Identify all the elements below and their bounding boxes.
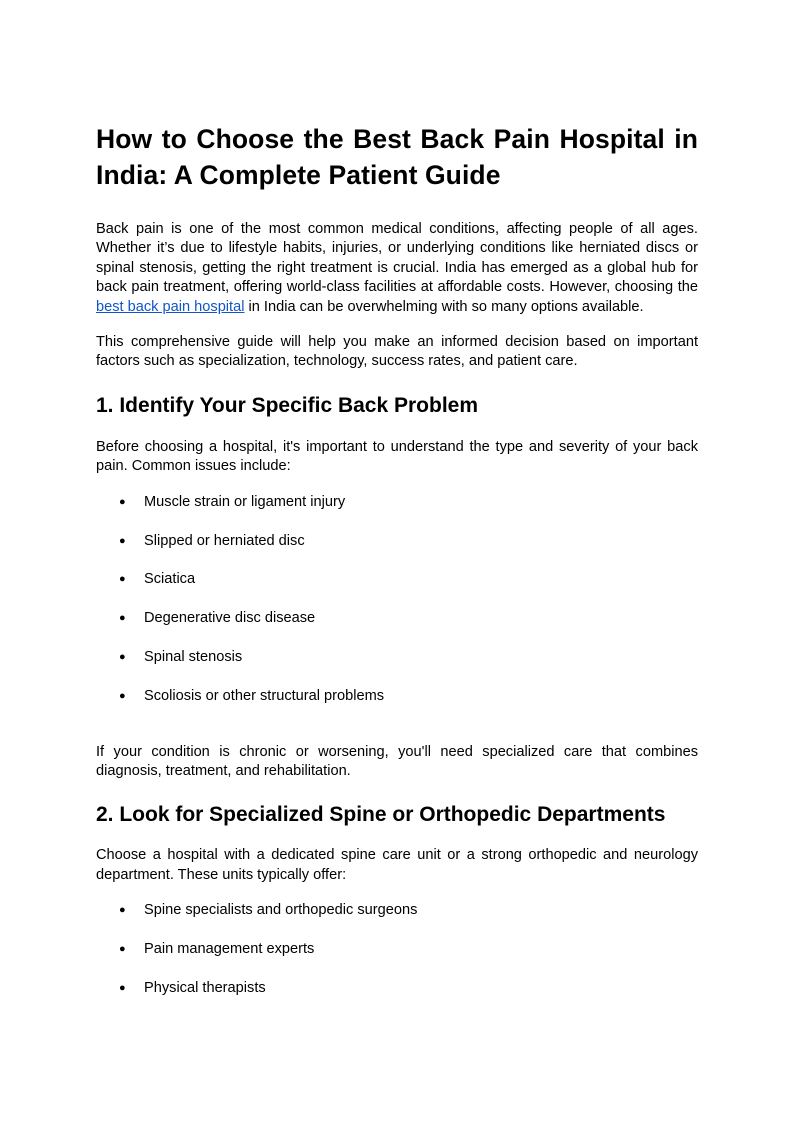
intro-paragraph	[96, 220, 698, 317]
bullet-icon: ●	[119, 943, 126, 956]
bullet-icon: ●	[119, 573, 126, 586]
section2-intro-paragraph: Choose a hospital with a dedicated spine care unit or a strong orthopedic and neurology department. These units typically offer:	[96, 847, 698, 883]
section-heading-specialized-departments: 2. Look for Specialized Spine or Orthopedic Departments	[96, 803, 666, 827]
list-item: ● Slipped or herniated disc	[96, 532, 698, 551]
list-item: ● Physical therapists	[96, 979, 698, 998]
bullet-icon: ●	[119, 534, 126, 547]
best-back-pain-hospital-link[interactable]: best back pain hospital	[96, 298, 245, 315]
common-issues-list	[96, 493, 698, 707]
bullet-icon: ●	[119, 690, 126, 703]
list-item: ● Scoliosis or other structural problems	[96, 687, 698, 706]
bullet-icon: ●	[119, 904, 126, 917]
bullet-icon: ●	[119, 495, 126, 508]
list-item: ● Spine specialists and orthopedic surgeons	[96, 901, 698, 920]
section1-intro-paragraph: Before choosing a hospital, it's important to understand the type and severity of your back pain. Common issues include:	[96, 438, 698, 475]
section1-closing-paragraph: If your condition is chronic or worsening, you'll need specialized care that combines diagnosis, treatment, and rehabilitation.	[96, 743, 698, 779]
section-heading-identify-problem: 1. Identify Your Specific Back Problem	[96, 393, 479, 417]
list-item: ● Muscle strain or ligament injury	[96, 493, 698, 512]
list-item: ● Degenerative disc disease	[96, 609, 698, 628]
guide-summary-paragraph: This comprehensive guide will help you make an informed decision based on important factors such as specialization, technology, success rates, and patient care.	[96, 334, 698, 370]
list-item: ● Pain management experts	[96, 940, 698, 959]
intro-text-after-link: in India can be overwhelming with so many options available.	[244, 298, 644, 315]
department-offerings-list	[96, 901, 698, 998]
list-item: ● Spinal stenosis	[96, 648, 698, 667]
intro-text-before-link: Back pain is one of the most common medical conditions, affecting people of all ages. Whether it’s due to lifestyle habits, injuries, or underlying conditions like herniated discs or spinal stenosis, getting the right treatment is crucial. India has emerged as a global hub for back pain treatment, offering world-class facilities at affordable costs. However, choosing the	[96, 221, 698, 296]
bullet-icon: ●	[119, 612, 126, 625]
page-title: How to Choose the Best Back Pain Hospital in India: A Complete Patient Guide	[96, 124, 698, 190]
document-page	[96, 121, 698, 998]
bullet-icon: ●	[119, 651, 126, 664]
bullet-icon: ●	[119, 981, 126, 994]
list-item: ● Sciatica	[96, 570, 698, 589]
